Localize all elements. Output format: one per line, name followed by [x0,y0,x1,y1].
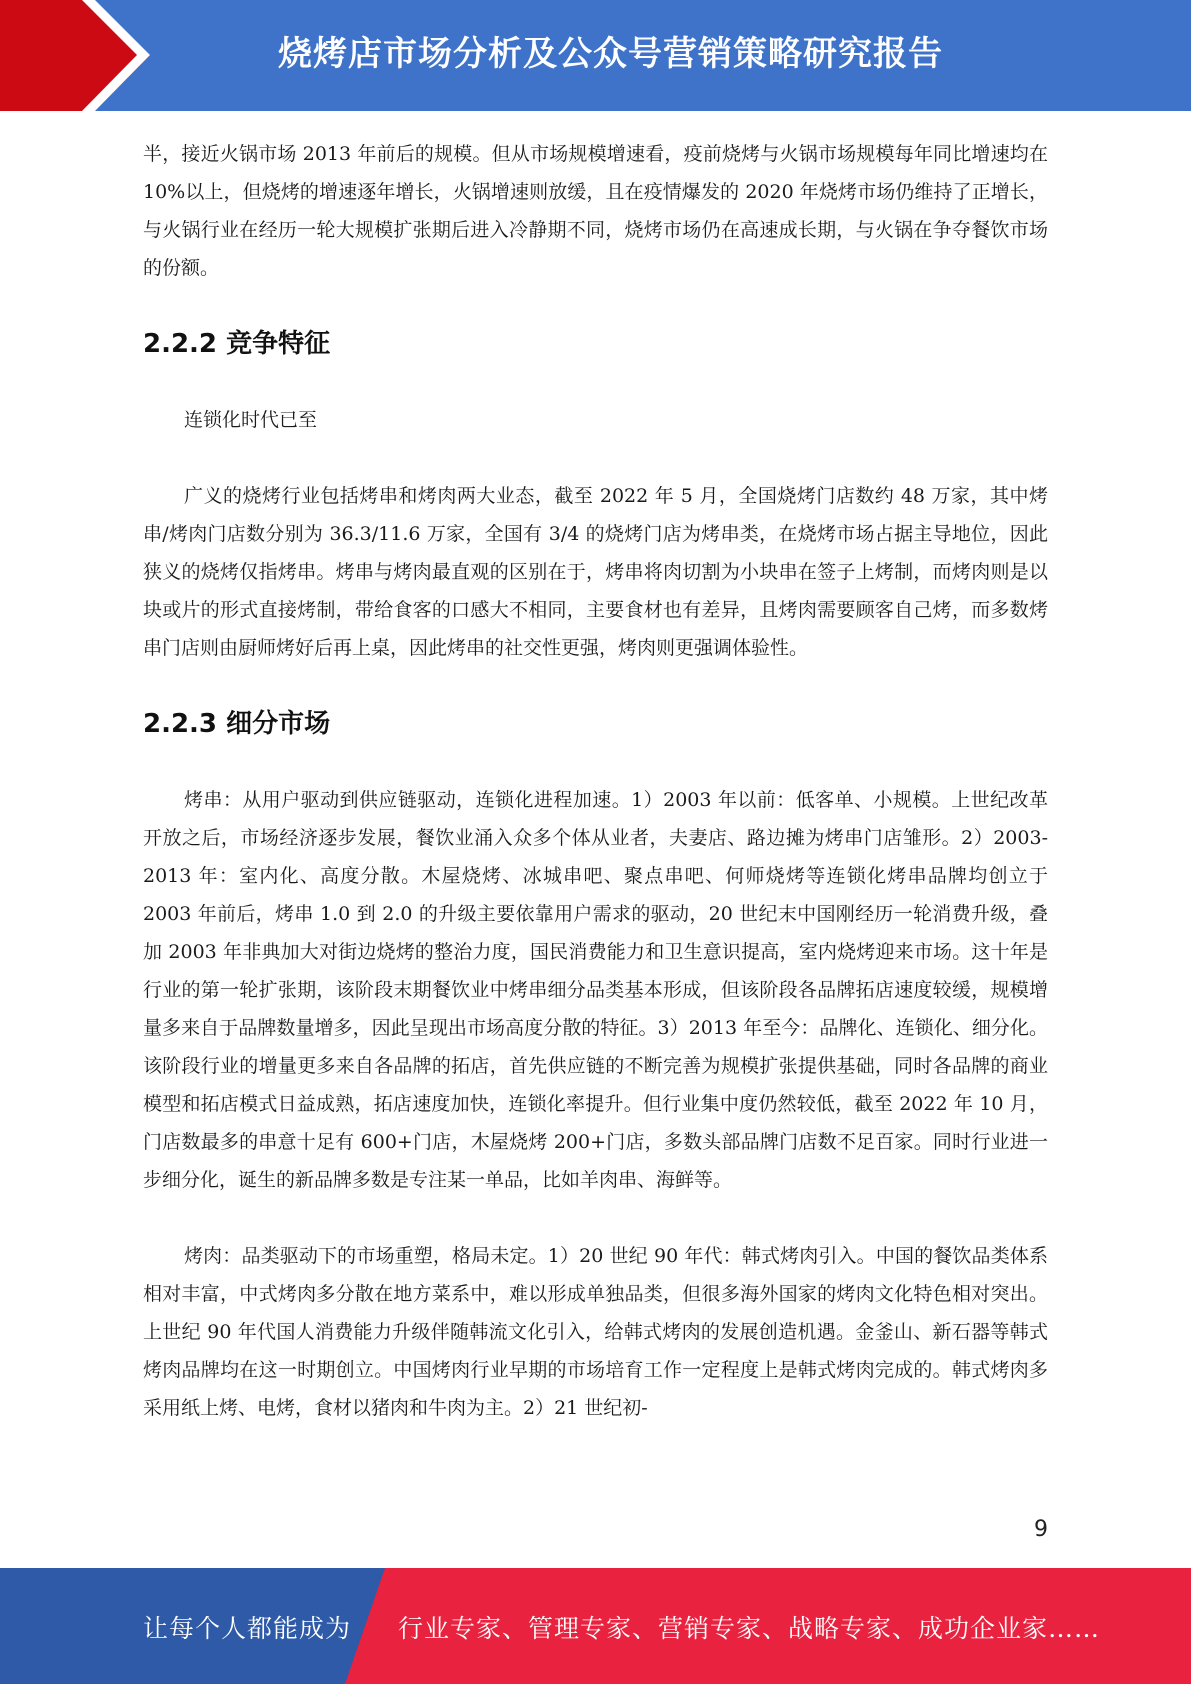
section-heading-2-2-3: 2.2.3 细分市场 [143,709,331,739]
document-title: 烧烤店市场分析及公众号营销策略研究报告 [278,34,943,74]
footer-slogan-right: 行业专家、管理专家、营销专家、战略专家、成功企业家…… [398,1614,1101,1643]
page-footer [0,1568,1191,1684]
paragraph-skewers: 烤串：从用户驱动到供应链驱动，连锁化进程加速。1）2003 年以前：低客单、小规模。上世纪改革开放之后，市场经济逐步发展，餐饮业涌入众多个体从业者，夫妻店、路边摊为烤串门店雏形。2）2003-2013 年：室内化、高度分散。木屋烧烤、冰城串吧、聚点串吧、何师烧烤等连锁化烤串品牌均创立于 2003 年前后，烤串 1.0 到 2.0 的升级主要依靠用户需求的驱动，20 世纪末中国刚经历一轮消费升级，叠加 2003 年非典加大对街边烧烤的整治力度，国民消费能力和卫生意识提高，室内烧烤迎来市场。这十年是行业的第一轮扩张期，该阶段末期餐饮业中烤串细分品类基本形成，但该阶段各品牌拓店速度较缓，规模增量多来自于品牌数量增多，因此呈现出市场高度分散的特征。3）2013 年至今：品牌化、连锁化、细分化。该阶段行业的增量更多来自各品牌的拓店，首先供应链的不断完善为规模扩张提供基础，同时各品牌的商业模型和拓店模式日益成熟，拓店速度加快，连锁化率提升。但行业集中度仍然较低，截至 2022 年 10 月，门店数最多的串意十足有 600+门店，木屋烧烤 200+门店，多数头部品牌门店数不足百家。同时行业进一步细分化，诞生的新品牌多数是专注某一单品，比如羊肉串、海鲜等。 [143,789,1048,1191]
footer-slogan-left: 让每个人都能成为 [143,1614,352,1643]
intro-paragraph: 半，接近火锅市场 2013 年前后的规模。但从市场规模增速看，疫前烧烤与火锅市场规模每年同比增速均在 10%以上，但烧烤的增速逐年增长，火锅增速则放缓，且在疫情爆发的 2020 年烧烤市场仍维持了正增长，与火锅行业在经历一轮大规模扩张期后进入冷静期不同，烧烤市场仍在高速成长期，与火锅在争夺餐饮市场的份额。 [143,143,1048,279]
paragraph-barbecue-meat: 烤肉：品类驱动下的市场重塑，格局未定。1）20 世纪 90 年代：韩式烤肉引入。中国的餐饮品类体系相对丰富，中式烤肉多分散在地方菜系中，难以形成单独品类，但很多海外国家的烤肉文化特色相对突出。上世纪 90 年代国人消费能力升级伴随韩流文化引入，给韩式烤肉的发展创造机遇。金釜山、新石器等韩式烤肉品牌均在这一时期创立。中国烤肉行业早期的市场培育工作一定程度上是韩式烤肉完成的。韩式烤肉多采用纸上烤、电烤，食材以猪肉和牛肉为主。2）21 世纪初- [143,1245,1048,1419]
page-number: 9 [1034,1517,1048,1542]
subheading-chain-era: 连锁化时代已至 [184,409,318,431]
page-header [0,0,1191,111]
section-heading-2-2-2: 2.2.2 竞争特征 [143,329,331,359]
paragraph-bbq-industry: 广义的烧烤行业包括烤串和烤肉两大业态，截至 2022 年 5 月，全国烧烤门店数约 48 万家，其中烤串/烤肉门店数分别为 36.3/11.6 万家，全国有 3/4 的烧烤门店为烤串类，在烧烤市场占据主导地位，因此狭义的烧烤仅指烤串。烤串与烤肉最直观的区别在于，烤串将肉切割为小块串在签子上烤制，而烤肉则是以块或片的形式直接烤制，带给食客的口感大不相同，主要食材也有差异，且烤肉需要顾客自己烤，而多数烤串门店则由厨师烤好后再上桌，因此烤串的社交性更强，烤肉则更强调体验性。 [143,485,1048,659]
page-content [143,135,1048,1427]
